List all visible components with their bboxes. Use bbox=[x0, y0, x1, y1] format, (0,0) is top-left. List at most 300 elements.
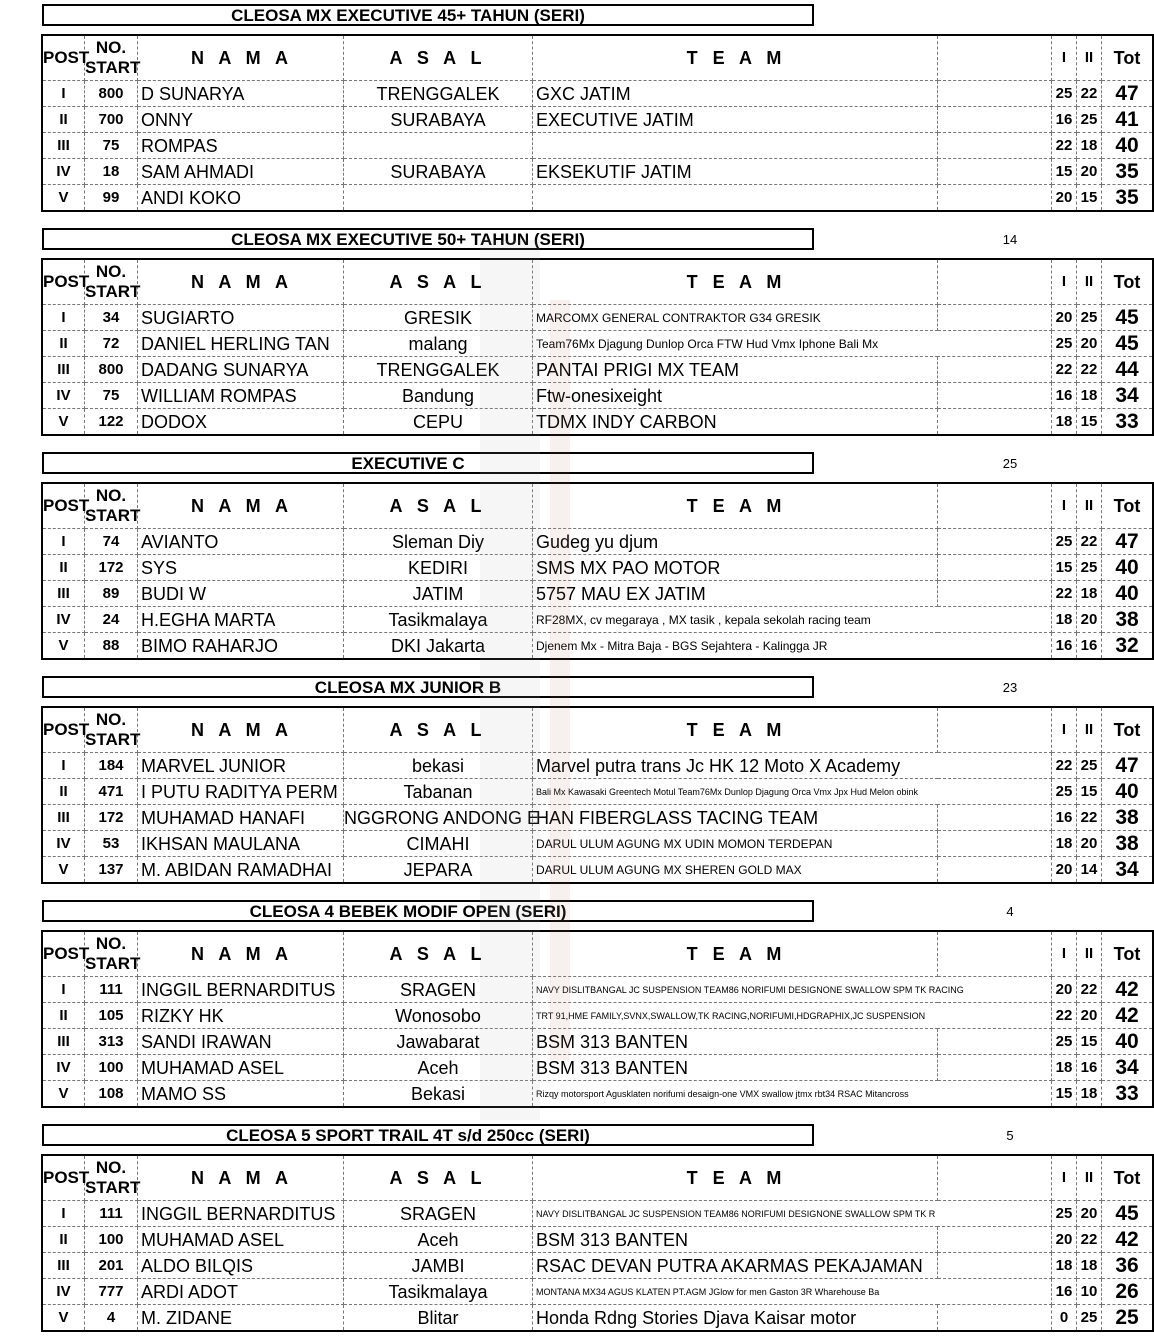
race-1-points-cell: 25 bbox=[1052, 779, 1077, 805]
race-2-points-cell: 22 bbox=[1077, 81, 1102, 107]
race-1-points-cell: 16 bbox=[1052, 107, 1077, 133]
header-row bbox=[42, 1155, 1153, 1201]
race-2-points-cell: 25 bbox=[1077, 753, 1102, 779]
total-points-cell: 35 bbox=[1102, 185, 1154, 212]
spacer-cell bbox=[938, 1305, 1052, 1332]
origin-cell: NGGRONG ANDONG E bbox=[344, 805, 533, 831]
race-1-points-cell: 22 bbox=[1052, 133, 1077, 159]
origin-cell: Blitar bbox=[344, 1305, 533, 1332]
rider-name-cell: DADANG SUNARYA bbox=[138, 357, 344, 383]
class-title bbox=[42, 228, 814, 250]
start-number-cell: 111 bbox=[85, 1201, 138, 1227]
origin-cell: DKI Jakarta bbox=[344, 633, 533, 660]
start-number-cell: 800 bbox=[85, 357, 138, 383]
header-pos: POST bbox=[42, 483, 85, 529]
results-table bbox=[41, 706, 1154, 884]
origin-cell: KEDIRI bbox=[344, 555, 533, 581]
rider-name-cell: IKHSAN MAULANA bbox=[138, 831, 344, 857]
position-cell: I bbox=[42, 753, 85, 779]
origin-cell: Sleman Diy bbox=[344, 529, 533, 555]
table-row bbox=[42, 409, 1153, 436]
team-cell: Honda Rdng Stories Djava Kaisar motor bbox=[533, 1305, 938, 1332]
race-2-points-cell: 22 bbox=[1077, 805, 1102, 831]
position-cell: IV bbox=[42, 607, 85, 633]
table-row bbox=[42, 1003, 1153, 1029]
origin-cell: Tabanan bbox=[344, 779, 533, 805]
origin-cell: SRAGEN bbox=[344, 1201, 533, 1227]
rider-name-cell: ARDI ADOT bbox=[138, 1279, 344, 1305]
header-team: T E A M bbox=[533, 1155, 938, 1201]
total-points-cell: 40 bbox=[1102, 555, 1154, 581]
rider-name-cell: INGGIL BERNARDITUS bbox=[138, 977, 344, 1003]
spacer-cell bbox=[938, 81, 1052, 107]
race-class-section bbox=[0, 896, 1141, 1114]
origin-cell: JAMBI bbox=[344, 1253, 533, 1279]
rider-name-cell: MARVEL JUNIOR bbox=[138, 753, 344, 779]
origin-cell: TRENGGALEK bbox=[344, 81, 533, 107]
class-title-text: CLEOSA MX JUNIOR B bbox=[314, 677, 502, 697]
rider-name-cell: ANDI KOKO bbox=[138, 185, 344, 212]
total-points-cell: 38 bbox=[1102, 607, 1154, 633]
results-table bbox=[41, 34, 1154, 212]
header-pos: POST bbox=[42, 35, 85, 81]
origin-cell: SRAGEN bbox=[344, 977, 533, 1003]
origin-cell: Jawabarat bbox=[344, 1029, 533, 1055]
origin-cell: Bekasi bbox=[344, 1081, 533, 1108]
race-2-points-cell: 16 bbox=[1077, 1055, 1102, 1081]
position-cell: V bbox=[42, 633, 85, 660]
position-cell: III bbox=[42, 581, 85, 607]
rider-name-cell: MUHAMAD ASEL bbox=[138, 1055, 344, 1081]
origin-cell: CIMAHI bbox=[344, 831, 533, 857]
race-2-points-cell: 22 bbox=[1077, 1227, 1102, 1253]
start-number-cell: 172 bbox=[85, 805, 138, 831]
race-1-points-cell: 25 bbox=[1052, 529, 1077, 555]
team-cell bbox=[533, 185, 938, 212]
team-cell: RF28MX, cv megaraya , MX tasik , kepala sekolah racing team bbox=[533, 607, 1052, 633]
race-2-points-cell: 25 bbox=[1077, 555, 1102, 581]
start-number-cell: 4 bbox=[85, 1305, 138, 1332]
header-asal: A S A L bbox=[344, 1155, 533, 1201]
rider-name-cell: WILLIAM ROMPAS bbox=[138, 383, 344, 409]
start-number-cell: 111 bbox=[85, 977, 138, 1003]
race-2-points-cell: 22 bbox=[1077, 529, 1102, 555]
header-total: Tot bbox=[1102, 931, 1154, 977]
team-cell: Marvel putra trans Jc HK 12 Moto X Academy bbox=[533, 753, 1052, 779]
origin-cell bbox=[344, 133, 533, 159]
header-asal: A S A L bbox=[344, 707, 533, 753]
class-title bbox=[42, 452, 814, 474]
start-number-cell: 201 bbox=[85, 1253, 138, 1279]
race-class-section bbox=[0, 1120, 1141, 1338]
race-class-section bbox=[0, 672, 1141, 890]
total-points-cell: 33 bbox=[1102, 409, 1154, 436]
total-points-cell: 36 bbox=[1102, 1253, 1154, 1279]
table-row bbox=[42, 1253, 1153, 1279]
header-spacer bbox=[938, 483, 1052, 529]
spacer-cell bbox=[938, 305, 1052, 331]
header-nama: N A M A bbox=[138, 931, 344, 977]
header-pos: POST bbox=[42, 259, 85, 305]
spacer-cell bbox=[938, 107, 1052, 133]
team-cell: Gudeg yu djum bbox=[533, 529, 938, 555]
table-row bbox=[42, 607, 1153, 633]
start-number-cell: 88 bbox=[85, 633, 138, 660]
header-no-start: NO. START bbox=[85, 707, 138, 753]
race-1-points-cell: 20 bbox=[1052, 857, 1077, 884]
race-1-points-cell: 25 bbox=[1052, 1029, 1077, 1055]
race-1-points-cell: 20 bbox=[1052, 977, 1077, 1003]
race-1-points-cell: 22 bbox=[1052, 1003, 1077, 1029]
race-1-points-cell: 16 bbox=[1052, 805, 1077, 831]
header-total: Tot bbox=[1102, 35, 1154, 81]
header-pos: POST bbox=[42, 707, 85, 753]
team-cell: BSM 313 BANTEN bbox=[533, 1055, 938, 1081]
position-cell: II bbox=[42, 1227, 85, 1253]
position-cell: I bbox=[42, 81, 85, 107]
position-cell: I bbox=[42, 305, 85, 331]
race-1-points-cell: 18 bbox=[1052, 1055, 1077, 1081]
team-cell: RSAC DEVAN PUTRA AKARMAS PEKAJAMAN bbox=[533, 1253, 938, 1279]
rider-name-cell: SUGIARTO bbox=[138, 305, 344, 331]
total-points-cell: 44 bbox=[1102, 357, 1154, 383]
table-row bbox=[42, 831, 1153, 857]
origin-cell: JATIM bbox=[344, 581, 533, 607]
race-1-points-cell: 22 bbox=[1052, 357, 1077, 383]
class-title bbox=[42, 900, 814, 922]
start-number-cell: 18 bbox=[85, 159, 138, 185]
start-number-cell: 313 bbox=[85, 1029, 138, 1055]
team-cell: BSM 313 BANTEN bbox=[533, 1029, 938, 1055]
table-row bbox=[42, 633, 1153, 660]
total-points-cell: 34 bbox=[1102, 383, 1154, 409]
header-race-1: I bbox=[1052, 707, 1077, 753]
origin-cell: Tasikmalaya bbox=[344, 607, 533, 633]
rider-name-cell: ONNY bbox=[138, 107, 344, 133]
header-nama: N A M A bbox=[138, 259, 344, 305]
header-no-start: NO. START bbox=[85, 35, 138, 81]
header-team: T E A M bbox=[533, 707, 938, 753]
header-row bbox=[42, 259, 1153, 305]
header-race-1: I bbox=[1052, 931, 1077, 977]
origin-cell bbox=[344, 185, 533, 212]
total-points-cell: 42 bbox=[1102, 1003, 1154, 1029]
spacer-cell bbox=[938, 1227, 1052, 1253]
race-1-points-cell: 20 bbox=[1052, 305, 1077, 331]
race-1-points-cell: 22 bbox=[1052, 753, 1077, 779]
header-spacer bbox=[938, 707, 1052, 753]
position-cell: III bbox=[42, 805, 85, 831]
rider-name-cell: RIZKY HK bbox=[138, 1003, 344, 1029]
position-cell: III bbox=[42, 357, 85, 383]
race-2-points-cell: 18 bbox=[1077, 383, 1102, 409]
race-1-points-cell: 16 bbox=[1052, 1279, 1077, 1305]
race-2-points-cell: 18 bbox=[1077, 1253, 1102, 1279]
race-1-points-cell: 15 bbox=[1052, 1081, 1077, 1108]
position-cell: V bbox=[42, 1081, 85, 1108]
spacer-cell bbox=[938, 805, 1052, 831]
header-total: Tot bbox=[1102, 483, 1154, 529]
table-row bbox=[42, 1029, 1153, 1055]
position-cell: II bbox=[42, 555, 85, 581]
team-cell: PANTAI PRIGI MX TEAM bbox=[533, 357, 938, 383]
start-number-cell: 800 bbox=[85, 81, 138, 107]
class-title-text: CLEOSA 5 SPORT TRAIL 4T s/d 250cc (SERI) bbox=[226, 1125, 590, 1145]
header-row bbox=[42, 483, 1153, 529]
rider-name-cell: DANIEL HERLING TAN bbox=[138, 331, 344, 357]
rider-name-cell: D SUNARYA bbox=[138, 81, 344, 107]
start-number-cell: 100 bbox=[85, 1055, 138, 1081]
total-points-cell: 25 bbox=[1102, 1305, 1154, 1332]
rider-name-cell: M. ABIDAN RAMADHAI bbox=[138, 857, 344, 884]
total-points-cell: 40 bbox=[1102, 1029, 1154, 1055]
total-points-cell: 34 bbox=[1102, 857, 1154, 884]
start-number-cell: 777 bbox=[85, 1279, 138, 1305]
table-row bbox=[42, 1201, 1153, 1227]
header-team: T E A M bbox=[533, 483, 938, 529]
header-asal: A S A L bbox=[344, 483, 533, 529]
race-2-points-cell: 18 bbox=[1077, 133, 1102, 159]
header-team: T E A M bbox=[533, 259, 938, 305]
header-total: Tot bbox=[1102, 259, 1154, 305]
table-row bbox=[42, 357, 1153, 383]
race-1-points-cell: 16 bbox=[1052, 383, 1077, 409]
position-cell: II bbox=[42, 1003, 85, 1029]
position-cell: III bbox=[42, 1029, 85, 1055]
start-number-cell: 105 bbox=[85, 1003, 138, 1029]
rider-name-cell: M. ZIDANE bbox=[138, 1305, 344, 1332]
header-race-2: II bbox=[1077, 259, 1102, 305]
total-points-cell: 42 bbox=[1102, 977, 1154, 1003]
team-cell: Team76Mx Djagung Dunlop Orca FTW Hud Vmx Iphone Bali Mx bbox=[533, 331, 1052, 357]
race-2-points-cell: 16 bbox=[1077, 633, 1102, 660]
table-row bbox=[42, 185, 1153, 212]
position-cell: III bbox=[42, 1253, 85, 1279]
table-row bbox=[42, 383, 1153, 409]
team-cell: EKSEKUTIF JATIM bbox=[533, 159, 938, 185]
rider-name-cell: I PUTU RADITYA PERM bbox=[138, 779, 344, 805]
rider-name-cell: BIMO RAHARJO bbox=[138, 633, 344, 660]
header-race-1: I bbox=[1052, 1155, 1077, 1201]
team-cell: NAVY DISLITBANGAL JC SUSPENSION TEAM86 NORIFUMI DESIGNONE SWALLOW SPM TK R bbox=[533, 1201, 1052, 1227]
start-number-cell: 122 bbox=[85, 409, 138, 436]
start-number-cell: 137 bbox=[85, 857, 138, 884]
rider-name-cell: AVIANTO bbox=[138, 529, 344, 555]
participant-count: 5 bbox=[1006, 1128, 1014, 1143]
team-cell: 5757 MAU EX JATIM bbox=[533, 581, 938, 607]
start-number-cell: 72 bbox=[85, 331, 138, 357]
class-title bbox=[42, 1124, 814, 1146]
header-spacer bbox=[938, 1155, 1052, 1201]
spacer-cell bbox=[938, 357, 1052, 383]
table-row bbox=[42, 581, 1153, 607]
table-row bbox=[42, 305, 1153, 331]
header-no-start: NO. START bbox=[85, 259, 138, 305]
race-2-points-cell: 20 bbox=[1077, 331, 1102, 357]
header-team: T E A M bbox=[533, 35, 938, 81]
header-asal: A S A L bbox=[344, 35, 533, 81]
team-cell: HAN FIBERGLASS TACING TEAM bbox=[533, 805, 938, 831]
origin-cell: Aceh bbox=[344, 1055, 533, 1081]
start-number-cell: 184 bbox=[85, 753, 138, 779]
rider-name-cell: SAM AHMADI bbox=[138, 159, 344, 185]
header-total: Tot bbox=[1102, 707, 1154, 753]
spacer-cell bbox=[938, 555, 1052, 581]
race-2-points-cell: 14 bbox=[1077, 857, 1102, 884]
position-cell: I bbox=[42, 529, 85, 555]
total-points-cell: 42 bbox=[1102, 1227, 1154, 1253]
total-points-cell: 40 bbox=[1102, 779, 1154, 805]
start-number-cell: 89 bbox=[85, 581, 138, 607]
race-class-section bbox=[0, 448, 1141, 666]
spacer-cell bbox=[938, 857, 1052, 884]
total-points-cell: 33 bbox=[1102, 1081, 1154, 1108]
position-cell: I bbox=[42, 1201, 85, 1227]
total-points-cell: 45 bbox=[1102, 1201, 1154, 1227]
rider-name-cell: BUDI W bbox=[138, 581, 344, 607]
header-asal: A S A L bbox=[344, 931, 533, 977]
header-race-1: I bbox=[1052, 35, 1077, 81]
position-cell: V bbox=[42, 1305, 85, 1332]
header-row bbox=[42, 707, 1153, 753]
header-pos: POST bbox=[42, 1155, 85, 1201]
origin-cell: Wonosobo bbox=[344, 1003, 533, 1029]
header-nama: N A M A bbox=[138, 35, 344, 81]
start-number-cell: 700 bbox=[85, 107, 138, 133]
start-number-cell: 99 bbox=[85, 185, 138, 212]
team-cell: Ftw-onesixeight bbox=[533, 383, 938, 409]
race-2-points-cell: 15 bbox=[1077, 185, 1102, 212]
position-cell: I bbox=[42, 977, 85, 1003]
table-row bbox=[42, 331, 1153, 357]
race-1-points-cell: 22 bbox=[1052, 581, 1077, 607]
table-row bbox=[42, 81, 1153, 107]
total-points-cell: 47 bbox=[1102, 81, 1154, 107]
table-row bbox=[42, 1081, 1153, 1108]
race-2-points-cell: 15 bbox=[1077, 1029, 1102, 1055]
race-2-points-cell: 15 bbox=[1077, 409, 1102, 436]
rider-name-cell: INGGIL BERNARDITUS bbox=[138, 1201, 344, 1227]
team-cell bbox=[533, 133, 938, 159]
race-1-points-cell: 16 bbox=[1052, 633, 1077, 660]
start-number-cell: 471 bbox=[85, 779, 138, 805]
participant-count: 4 bbox=[1006, 904, 1014, 919]
results-table bbox=[41, 1154, 1154, 1332]
team-cell: Bali Mx Kawasaki Greentech Motul Team76Mx Dunlop Djagung Orca Vmx Jpx Hud Melon obink bbox=[533, 779, 1052, 805]
spacer-cell bbox=[938, 133, 1052, 159]
start-number-cell: 24 bbox=[85, 607, 138, 633]
rider-name-cell: SYS bbox=[138, 555, 344, 581]
origin-cell: SURABAYA bbox=[344, 159, 533, 185]
race-2-points-cell: 25 bbox=[1077, 305, 1102, 331]
race-2-points-cell: 25 bbox=[1077, 1305, 1102, 1332]
team-cell: BSM 313 BANTEN bbox=[533, 1227, 938, 1253]
race-2-points-cell: 22 bbox=[1077, 357, 1102, 383]
position-cell: IV bbox=[42, 159, 85, 185]
results-table bbox=[41, 482, 1154, 660]
race-1-points-cell: 25 bbox=[1052, 81, 1077, 107]
total-points-cell: 47 bbox=[1102, 753, 1154, 779]
results-table bbox=[41, 930, 1154, 1108]
table-row bbox=[42, 133, 1153, 159]
race-1-points-cell: 15 bbox=[1052, 159, 1077, 185]
class-title-text: CLEOSA MX EXECUTIVE 45+ TAHUN (SERI) bbox=[231, 5, 585, 25]
table-row bbox=[42, 805, 1153, 831]
race-2-points-cell: 20 bbox=[1077, 1201, 1102, 1227]
header-spacer bbox=[938, 35, 1052, 81]
team-cell: MARCOMX GENERAL CONTRAKTOR G34 GRESIK bbox=[533, 305, 938, 331]
table-row bbox=[42, 857, 1153, 884]
header-asal: A S A L bbox=[344, 259, 533, 305]
start-number-cell: 108 bbox=[85, 1081, 138, 1108]
start-number-cell: 34 bbox=[85, 305, 138, 331]
race-1-points-cell: 15 bbox=[1052, 555, 1077, 581]
spacer-cell bbox=[938, 831, 1052, 857]
spacer-cell bbox=[938, 409, 1052, 436]
header-race-2: II bbox=[1077, 707, 1102, 753]
header-race-2: II bbox=[1077, 483, 1102, 529]
spacer-cell bbox=[938, 383, 1052, 409]
header-total: Tot bbox=[1102, 1155, 1154, 1201]
table-row bbox=[42, 555, 1153, 581]
position-cell: IV bbox=[42, 383, 85, 409]
header-team: T E A M bbox=[533, 931, 938, 977]
start-number-cell: 53 bbox=[85, 831, 138, 857]
results-table bbox=[41, 258, 1154, 436]
race-2-points-cell: 20 bbox=[1077, 831, 1102, 857]
race-1-points-cell: 18 bbox=[1052, 409, 1077, 436]
start-number-cell: 100 bbox=[85, 1227, 138, 1253]
start-number-cell: 172 bbox=[85, 555, 138, 581]
position-cell: III bbox=[42, 133, 85, 159]
table-row bbox=[42, 1227, 1153, 1253]
total-points-cell: 40 bbox=[1102, 581, 1154, 607]
table-row bbox=[42, 753, 1153, 779]
header-row bbox=[42, 931, 1153, 977]
header-row bbox=[42, 35, 1153, 81]
position-cell: V bbox=[42, 857, 85, 884]
table-row bbox=[42, 529, 1153, 555]
team-cell: NAVY DISLITBANGAL JC SUSPENSION TEAM86 NORIFUMI DESIGNONE SWALLOW SPM TK RACING bbox=[533, 977, 1052, 1003]
class-title-text: CLEOSA 4 BEBEK MODIF OPEN (SERI) bbox=[249, 901, 567, 921]
participant-count: 14 bbox=[1002, 232, 1018, 247]
total-points-cell: 41 bbox=[1102, 107, 1154, 133]
race-1-points-cell: 25 bbox=[1052, 331, 1077, 357]
race-2-points-cell: 15 bbox=[1077, 779, 1102, 805]
position-cell: II bbox=[42, 107, 85, 133]
header-nama: N A M A bbox=[138, 707, 344, 753]
total-points-cell: 34 bbox=[1102, 1055, 1154, 1081]
position-cell: V bbox=[42, 409, 85, 436]
origin-cell: SURABAYA bbox=[344, 107, 533, 133]
rider-name-cell: MUHAMAD ASEL bbox=[138, 1227, 344, 1253]
table-row bbox=[42, 1279, 1153, 1305]
race-2-points-cell: 20 bbox=[1077, 607, 1102, 633]
origin-cell: Aceh bbox=[344, 1227, 533, 1253]
team-cell: MONTANA MX34 AGUS KLATEN PT.AGM JGlow for men Gaston 3R Wharehouse Ba bbox=[533, 1279, 1052, 1305]
spacer-cell bbox=[938, 159, 1052, 185]
team-cell: TDMX INDY CARBON bbox=[533, 409, 938, 436]
rider-name-cell: MUHAMAD HANAFI bbox=[138, 805, 344, 831]
header-spacer bbox=[938, 931, 1052, 977]
rider-name-cell: SANDI IRAWAN bbox=[138, 1029, 344, 1055]
team-cell: Rizqy motorsport Agusklaten norifumi desaign-one VMX swallow jtmx rbt34 RSAC Mitancross bbox=[533, 1081, 1052, 1108]
total-points-cell: 26 bbox=[1102, 1279, 1154, 1305]
race-1-points-cell: 18 bbox=[1052, 831, 1077, 857]
class-title-text: CLEOSA MX EXECUTIVE 50+ TAHUN (SERI) bbox=[231, 229, 585, 249]
race-2-points-cell: 22 bbox=[1077, 977, 1102, 1003]
start-number-cell: 75 bbox=[85, 383, 138, 409]
